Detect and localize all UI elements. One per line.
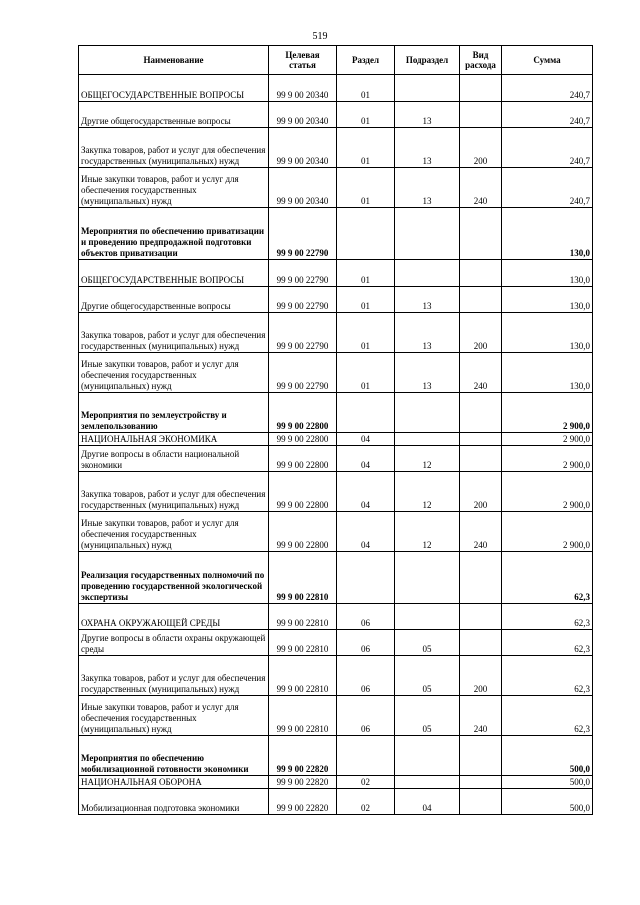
cell-target-article: 99 9 00 22800 bbox=[269, 512, 337, 552]
table-row bbox=[79, 102, 593, 128]
cell-target-article: 99 9 00 22790 bbox=[269, 208, 337, 260]
table-row bbox=[79, 208, 593, 260]
cell-section: 01 bbox=[337, 287, 395, 313]
cell-subsection bbox=[395, 433, 460, 446]
cell-expense-type bbox=[460, 630, 502, 656]
cell-subsection bbox=[395, 75, 460, 102]
cell-section: 06 bbox=[337, 630, 395, 656]
cell-expense-type bbox=[460, 102, 502, 128]
cell-amount: 62,3 bbox=[502, 552, 593, 604]
table-row bbox=[79, 552, 593, 604]
cell-expense-type: 240 bbox=[460, 512, 502, 552]
cell-amount: 500,0 bbox=[502, 776, 593, 789]
cell-subsection: 13 bbox=[395, 353, 460, 393]
cell-target-article: 99 9 00 22790 bbox=[269, 260, 337, 287]
table-row bbox=[79, 446, 593, 472]
cell-amount: 2 900,0 bbox=[502, 393, 593, 433]
cell-amount: 240,7 bbox=[502, 75, 593, 102]
cell-target-article: 99 9 00 22800 bbox=[269, 472, 337, 512]
cell-subsection bbox=[395, 260, 460, 287]
cell-subsection: 12 bbox=[395, 472, 460, 512]
cell-section: 04 bbox=[337, 433, 395, 446]
budget-table bbox=[78, 45, 593, 815]
cell-expense-type bbox=[460, 433, 502, 446]
cell-section: 01 bbox=[337, 313, 395, 353]
table-row bbox=[79, 75, 593, 102]
cell-subsection: 13 bbox=[395, 313, 460, 353]
cell-expense-type bbox=[460, 604, 502, 630]
cell-name: Мобилизационная подготовка экономики bbox=[79, 789, 269, 815]
table-row bbox=[79, 128, 593, 168]
header-name: Наименование bbox=[79, 46, 269, 75]
table-row bbox=[79, 656, 593, 696]
cell-target-article: 99 9 00 22810 bbox=[269, 696, 337, 736]
cell-expense-type bbox=[460, 736, 502, 776]
cell-section: 06 bbox=[337, 696, 395, 736]
cell-target-article: 99 9 00 20340 bbox=[269, 75, 337, 102]
cell-amount: 500,0 bbox=[502, 736, 593, 776]
cell-amount: 62,3 bbox=[502, 604, 593, 630]
cell-amount: 240,7 bbox=[502, 128, 593, 168]
cell-amount: 62,3 bbox=[502, 630, 593, 656]
cell-expense-type: 240 bbox=[460, 696, 502, 736]
cell-name: ОБЩЕГОСУДАРСТВЕННЫЕ ВОПРОСЫ bbox=[79, 75, 269, 102]
cell-section: 01 bbox=[337, 102, 395, 128]
cell-subsection: 12 bbox=[395, 512, 460, 552]
cell-subsection bbox=[395, 736, 460, 776]
table-row bbox=[79, 630, 593, 656]
cell-expense-type bbox=[460, 287, 502, 313]
cell-target-article: 99 9 00 22800 bbox=[269, 446, 337, 472]
cell-section bbox=[337, 393, 395, 433]
cell-expense-type bbox=[460, 208, 502, 260]
table-row bbox=[79, 472, 593, 512]
cell-amount: 130,0 bbox=[502, 313, 593, 353]
cell-expense-type: 200 bbox=[460, 313, 502, 353]
cell-name: Мероприятия по землеустройству и землепользованию bbox=[79, 393, 269, 433]
cell-name: Иные закупки товаров, работ и услуг для обеспечения государственных (муниципальных) нужд bbox=[79, 696, 269, 736]
cell-subsection bbox=[395, 393, 460, 433]
cell-name: Другие вопросы в области охраны окружающей среды bbox=[79, 630, 269, 656]
table-row bbox=[79, 736, 593, 776]
cell-name: Мероприятия по обеспечению мобилизационной готовности экономики bbox=[79, 736, 269, 776]
cell-target-article: 99 9 00 22800 bbox=[269, 433, 337, 446]
cell-target-article: 99 9 00 22790 bbox=[269, 353, 337, 393]
table-row bbox=[79, 789, 593, 815]
cell-subsection: 12 bbox=[395, 446, 460, 472]
cell-section: 01 bbox=[337, 260, 395, 287]
cell-amount: 130,0 bbox=[502, 208, 593, 260]
cell-name: Иные закупки товаров, работ и услуг для обеспечения государственных (муниципальных) нужд bbox=[79, 168, 269, 208]
cell-amount: 500,0 bbox=[502, 789, 593, 815]
cell-section: 04 bbox=[337, 472, 395, 512]
cell-subsection bbox=[395, 776, 460, 789]
cell-name: ОХРАНА ОКРУЖАЮЩЕЙ СРЕДЫ bbox=[79, 604, 269, 630]
cell-subsection: 13 bbox=[395, 128, 460, 168]
cell-name: Закупка товаров, работ и услуг для обеспечения государственных (муниципальных) нужд bbox=[79, 313, 269, 353]
cell-subsection: 05 bbox=[395, 630, 460, 656]
cell-subsection bbox=[395, 552, 460, 604]
header-expense-type: Вид расхода bbox=[460, 46, 502, 75]
table-row bbox=[79, 393, 593, 433]
cell-expense-type: 200 bbox=[460, 656, 502, 696]
cell-subsection: 05 bbox=[395, 696, 460, 736]
cell-section: 06 bbox=[337, 604, 395, 630]
cell-amount: 130,0 bbox=[502, 353, 593, 393]
cell-target-article: 99 9 00 20340 bbox=[269, 128, 337, 168]
cell-amount: 240,7 bbox=[502, 102, 593, 128]
cell-target-article: 99 9 00 20340 bbox=[269, 102, 337, 128]
cell-name: Другие общегосударственные вопросы bbox=[79, 102, 269, 128]
cell-amount: 62,3 bbox=[502, 656, 593, 696]
cell-amount: 2 900,0 bbox=[502, 512, 593, 552]
cell-amount: 240,7 bbox=[502, 168, 593, 208]
cell-name: ОБЩЕГОСУДАРСТВЕННЫЕ ВОПРОСЫ bbox=[79, 260, 269, 287]
cell-amount: 2 900,0 bbox=[502, 446, 593, 472]
cell-target-article: 99 9 00 22790 bbox=[269, 287, 337, 313]
cell-expense-type: 200 bbox=[460, 472, 502, 512]
cell-amount: 62,3 bbox=[502, 696, 593, 736]
cell-section: 02 bbox=[337, 789, 395, 815]
header-target-article: Целевая статья bbox=[269, 46, 337, 75]
table-row bbox=[79, 353, 593, 393]
table-row bbox=[79, 512, 593, 552]
cell-section: 04 bbox=[337, 446, 395, 472]
cell-section bbox=[337, 208, 395, 260]
cell-target-article: 99 9 00 22810 bbox=[269, 552, 337, 604]
cell-section: 02 bbox=[337, 776, 395, 789]
cell-subsection: 13 bbox=[395, 287, 460, 313]
table-row bbox=[79, 433, 593, 446]
table-row bbox=[79, 260, 593, 287]
cell-name: Закупка товаров, работ и услуг для обеспечения государственных (муниципальных) нужд bbox=[79, 472, 269, 512]
cell-target-article: 99 9 00 22820 bbox=[269, 736, 337, 776]
cell-section bbox=[337, 736, 395, 776]
cell-section: 01 bbox=[337, 128, 395, 168]
cell-expense-type bbox=[460, 552, 502, 604]
cell-expense-type bbox=[460, 260, 502, 287]
cell-expense-type bbox=[460, 446, 502, 472]
cell-section: 01 bbox=[337, 353, 395, 393]
header-amount: Сумма bbox=[502, 46, 593, 75]
cell-expense-type: 200 bbox=[460, 128, 502, 168]
cell-section: 01 bbox=[337, 168, 395, 208]
cell-subsection: 04 bbox=[395, 789, 460, 815]
cell-subsection bbox=[395, 208, 460, 260]
cell-amount: 2 900,0 bbox=[502, 472, 593, 512]
cell-section: 06 bbox=[337, 656, 395, 696]
cell-expense-type bbox=[460, 776, 502, 789]
cell-section: 04 bbox=[337, 512, 395, 552]
cell-target-article: 99 9 00 22810 bbox=[269, 630, 337, 656]
cell-subsection: 13 bbox=[395, 102, 460, 128]
cell-name: Другие вопросы в области национальной экономики bbox=[79, 446, 269, 472]
cell-target-article: 99 9 00 20340 bbox=[269, 168, 337, 208]
cell-expense-type: 240 bbox=[460, 353, 502, 393]
cell-target-article: 99 9 00 22810 bbox=[269, 604, 337, 630]
cell-expense-type bbox=[460, 789, 502, 815]
cell-target-article: 99 9 00 22800 bbox=[269, 393, 337, 433]
table-body bbox=[79, 75, 593, 815]
table-row bbox=[79, 168, 593, 208]
table-row bbox=[79, 287, 593, 313]
cell-subsection: 05 bbox=[395, 656, 460, 696]
page-number: 519 bbox=[312, 31, 328, 42]
cell-name: НАЦИОНАЛЬНАЯ ЭКОНОМИКА bbox=[79, 433, 269, 446]
table-row bbox=[79, 696, 593, 736]
cell-name: Другие общегосударственные вопросы bbox=[79, 287, 269, 313]
header-subsection: Подраздел bbox=[395, 46, 460, 75]
cell-amount: 130,0 bbox=[502, 260, 593, 287]
cell-name: Реализация государственных полномочий по проведению государственной экологической экспертизы bbox=[79, 552, 269, 604]
table-row bbox=[79, 313, 593, 353]
cell-name: Иные закупки товаров, работ и услуг для обеспечения государственных (муниципальных) нужд bbox=[79, 512, 269, 552]
cell-expense-type: 240 bbox=[460, 168, 502, 208]
cell-section bbox=[337, 552, 395, 604]
cell-target-article: 99 9 00 22810 bbox=[269, 656, 337, 696]
header-section: Раздел bbox=[337, 46, 395, 75]
cell-name: НАЦИОНАЛЬНАЯ ОБОРОНА bbox=[79, 776, 269, 789]
cell-target-article: 99 9 00 22820 bbox=[269, 789, 337, 815]
cell-amount: 130,0 bbox=[502, 287, 593, 313]
cell-name: Мероприятия по обеспечению приватизации и проведению предпродажной подготовки объектов приватизации bbox=[79, 208, 269, 260]
cell-name: Закупка товаров, работ и услуг для обеспечения государственных (муниципальных) нужд bbox=[79, 656, 269, 696]
cell-subsection: 13 bbox=[395, 168, 460, 208]
cell-target-article: 99 9 00 22790 bbox=[269, 313, 337, 353]
cell-name: Иные закупки товаров, работ и услуг для обеспечения государственных (муниципальных) нужд bbox=[79, 353, 269, 393]
cell-subsection bbox=[395, 604, 460, 630]
cell-section: 01 bbox=[337, 75, 395, 102]
cell-name: Закупка товаров, работ и услуг для обеспечения государственных (муниципальных) нужд bbox=[79, 128, 269, 168]
cell-target-article: 99 9 00 22820 bbox=[269, 776, 337, 789]
table-row bbox=[79, 776, 593, 789]
cell-expense-type bbox=[460, 75, 502, 102]
table-header-row bbox=[79, 46, 593, 75]
cell-amount: 2 900,0 bbox=[502, 433, 593, 446]
cell-expense-type bbox=[460, 393, 502, 433]
table-row bbox=[79, 604, 593, 630]
